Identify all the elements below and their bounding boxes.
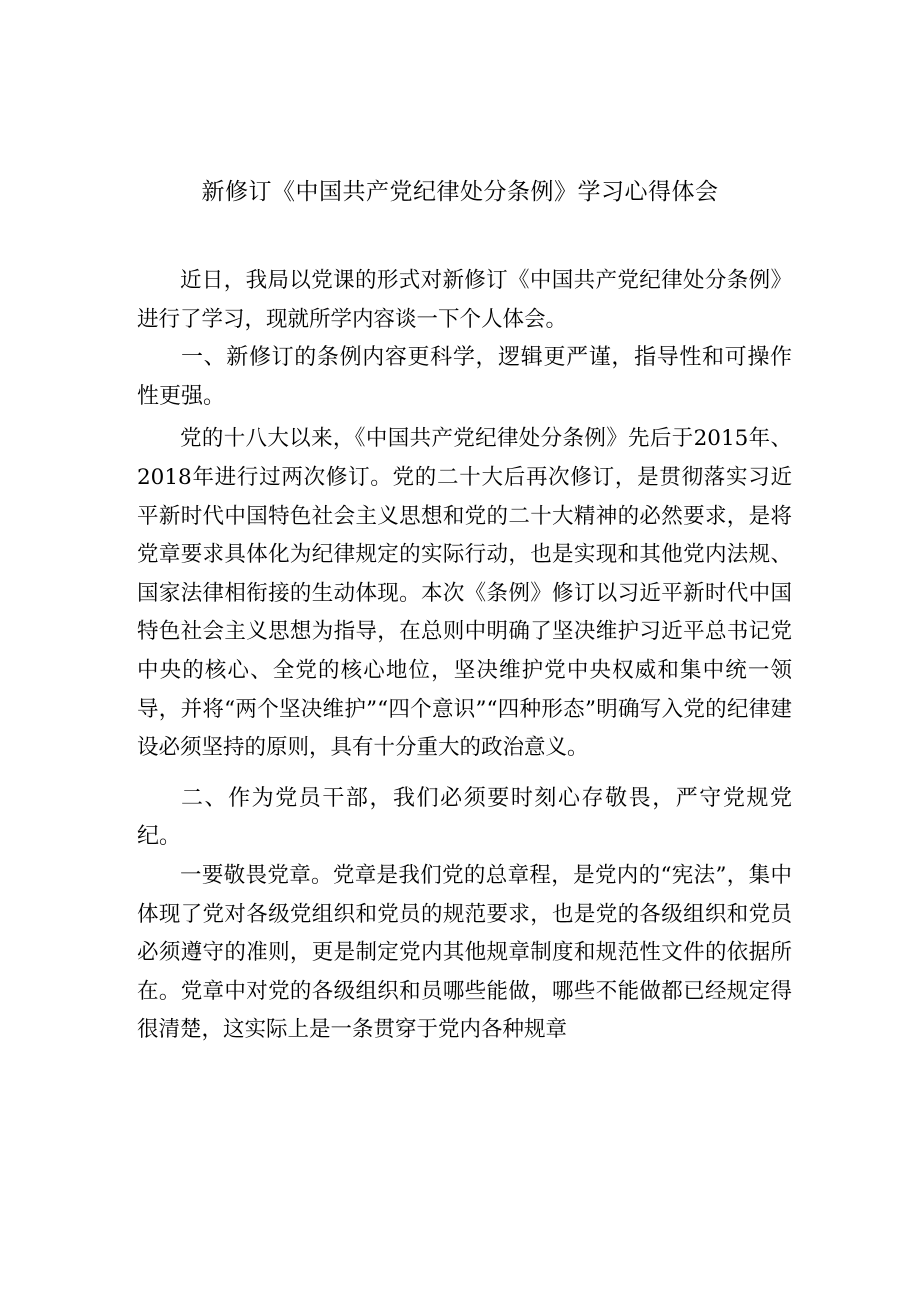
intro-paragraph: 近日，我局以党课的形式对新修订《中国共产党纪律处分条例》进行了学习，现就所学内容谈一下个人体会。 [137,268,792,332]
section-2-paragraph: 一要敬畏党章。党章是我们党的总章程，是党内的“宪法”，集中体现了党对各级党组织和党员的规范要求，也是党的各级组织和党员必须遵守的准则，更是制定党内其他规章制度和规范性文件的依据所在。党章中对党的各级组织和员哪些能做，哪些不能做都已经规定得很清楚，这实际上是一条贯穿于党内各种规章 [137,862,792,1043]
section-1-paragraph: 党的十八大以来，《中国共产党纪律处分条例》先后于2015年、2018年进行过两次修订。党的二十大后再次修订，是贯彻落实习近平新时代中国特色社会主义思想和党的二十大精神的必然要求，是将党章要求具体化为纪律规定的实际行动，也是实现和其他党内法规、国家法律相衔接的生动体现。本次《条例》修订以习近平新时代中国特色社会主义思想为指导，在总则中明确了坚决维护习近平总书记党中央的核心、全党的核心地位，坚决维护党中央权威和集中统一领导，并将“两个坚决维护”“四个意识”“四种形态”明确写入党的纪律建设必须坚持的原则，具有十分重大的政治意义。 [137,426,792,761]
document-body [137,262,792,1050]
document-title: 新修订《中国共产党纪律处分条例》学习心得体会 [201,179,719,205]
section-2-heading: 二、作为党员干部，我们必须要时刻心存敬畏，严守党规党纪。 [137,785,792,850]
section-1-heading: 一、新修订的条例内容更科学，逻辑更严谨，指导性和可操作性更强。 [137,345,792,409]
